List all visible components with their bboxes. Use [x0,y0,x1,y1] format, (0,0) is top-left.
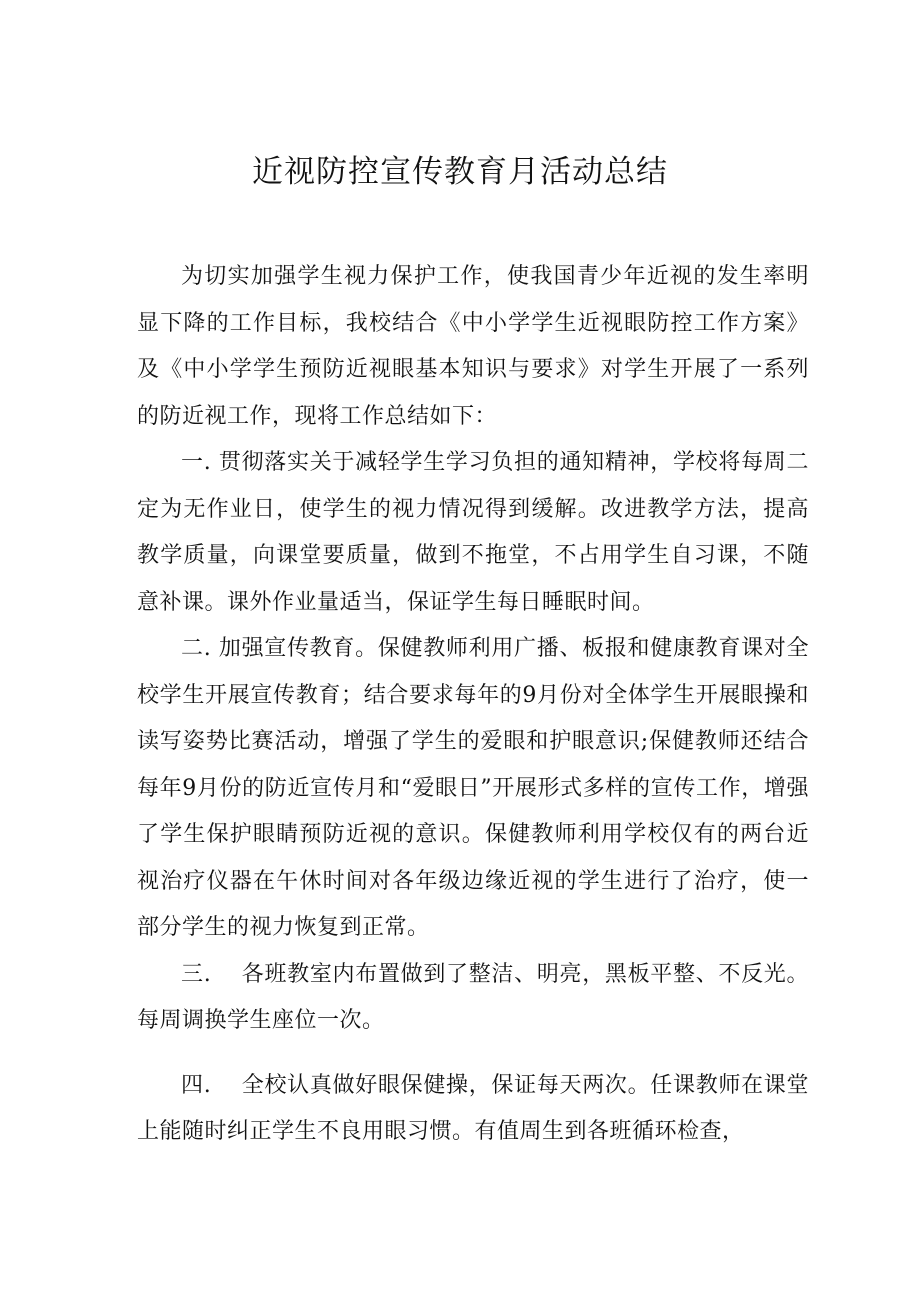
document-body [137,254,809,1156]
intro-paragraph: 为切实加强学生视力保护工作，使我国青少年近视的发生率明显下降的工作目标，我校结合《中小学学生近视眼防控工作方案》及《中小学学生预防近视眼基本知识与要求》对学生开展了一系列的防近视工作，现将工作总结如下： [137,264,809,429]
section-2-paragraph: 二. 加强宣传教育。保健教师利用广播、板报和健康教育课对全校学生开展宣传教育；结合要求每年的9月份对全体学生开展眼操和读写姿势比赛活动，增强了学生的爱眼和护眼意识;保健教师还结合每年9月份的防近宣传月和“爱眼日”开展形式多样的宣传工作，增强了学生保护眼睛预防近视的意识。保健教师利用学校仅有的两台近视治疗仪器在午休时间对各年级边缘近视的学生进行了治疗，使一部分学生的视力恢复到正常。 [137,636,809,940]
section-1-paragraph: 一. 贯彻落实关于减轻学生学习负担的通知精神，学校将每周二定为无作业日，使学生的视力情况得到缓解。改进教学方法，提高教学质量，向课堂要质量，做到不拖堂，不占用学生自习课，不随意补课。课外作业量适当，保证学生每日睡眠时间。 [137,450,809,615]
document-title: 近视防控宣传教育月活动总结 [252,154,668,190]
section-3-paragraph: 三. 各班教室内布置做到了整洁、明亮，黑板平整、不反光。每周调换学生座位一次。 [137,961,809,1033]
section-4-paragraph: 四. 全校认真做好眼保健操，保证每天两次。任课教师在课堂上能随时纠正学生不良用眼习惯。有值周生到各班循环检查， [137,1072,809,1144]
